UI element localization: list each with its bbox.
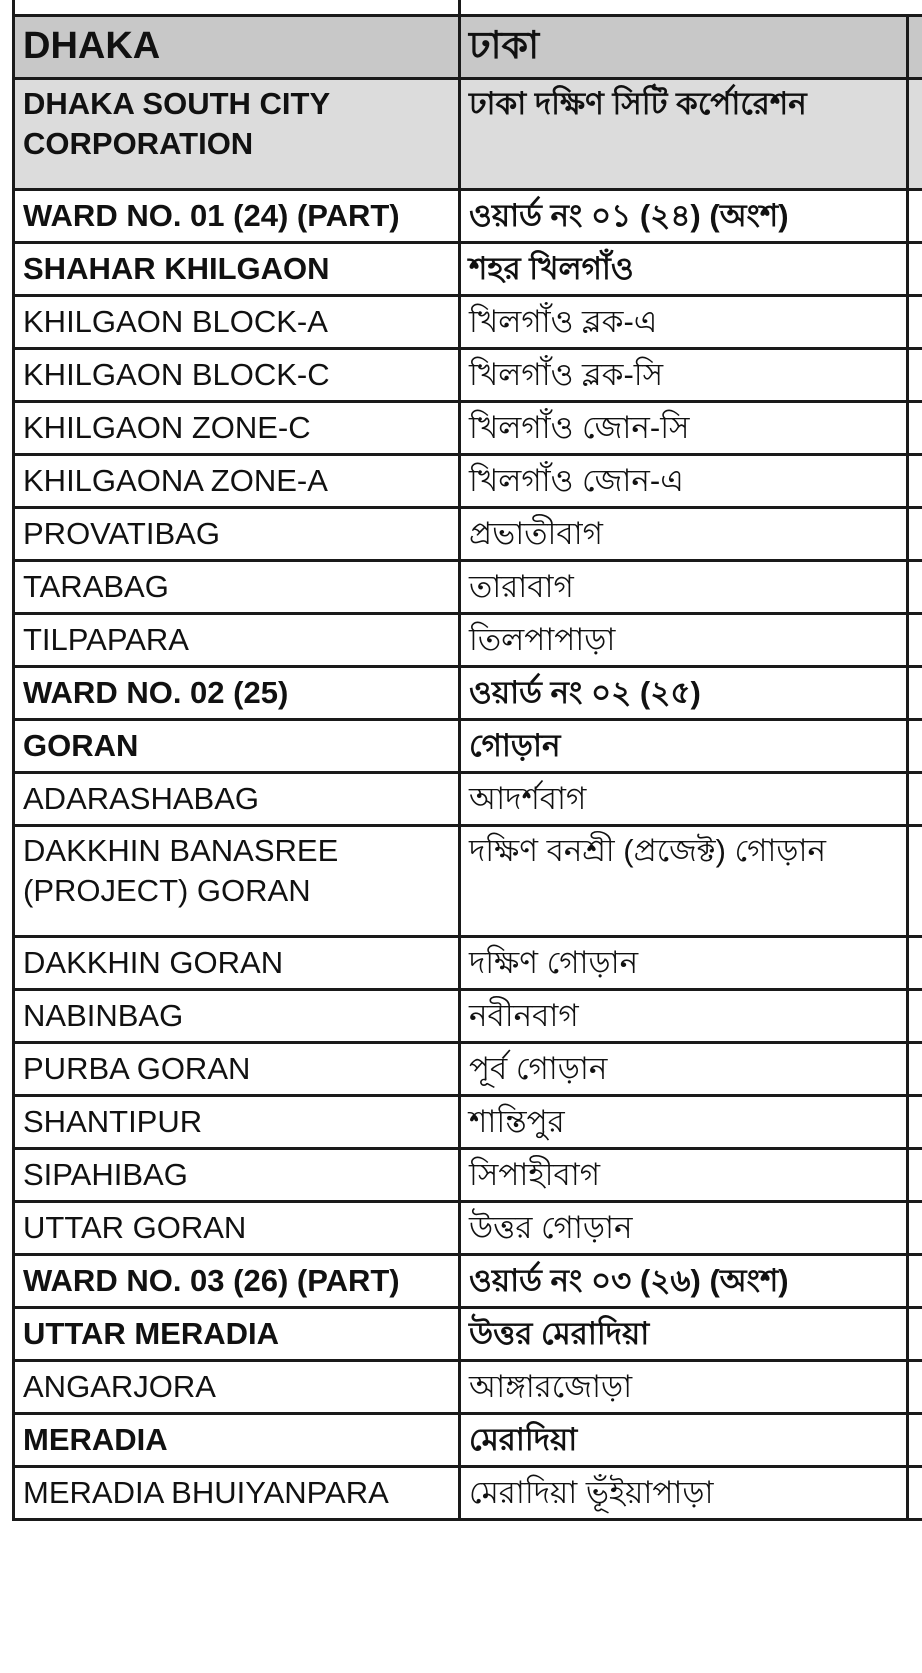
english-name-cell: ADARASHABAG xyxy=(14,773,460,826)
empty-cell xyxy=(908,990,922,1043)
bengali-name-cell: ওয়ার্ড নং ০২ (২৫) xyxy=(460,667,908,720)
table-row xyxy=(14,1361,922,1414)
english-name-cell: GORAN xyxy=(14,720,460,773)
empty-cell xyxy=(908,79,922,190)
table-row xyxy=(14,296,922,349)
table-row xyxy=(14,455,922,508)
english-name-cell: SHANTIPUR xyxy=(14,1096,460,1149)
english-name-cell: DHAKA SOUTH CITY CORPORATION xyxy=(14,79,460,190)
english-name-cell: TILPAPARA xyxy=(14,614,460,667)
table-row xyxy=(14,1149,922,1202)
table-row xyxy=(14,720,922,773)
english-name-cell: SHAHAR KHILGAON xyxy=(14,243,460,296)
table-row xyxy=(14,402,922,455)
english-name-cell: KHILGAON BLOCK-C xyxy=(14,349,460,402)
empty-cell xyxy=(908,1255,922,1308)
table-row xyxy=(14,990,922,1043)
bengali-name-cell: খিলগাঁও ব্লক-এ xyxy=(460,296,908,349)
empty-cell xyxy=(908,508,922,561)
bengali-name-cell: আদর্শবাগ xyxy=(460,773,908,826)
bengali-name-cell: ওয়ার্ড নং ০১ (২৪) (অংশ) xyxy=(460,190,908,243)
empty-cell xyxy=(908,614,922,667)
english-name-cell: WARD NO. 01 (24) (PART) xyxy=(14,190,460,243)
english-name-cell: UTTAR MERADIA xyxy=(14,1308,460,1361)
empty-cell xyxy=(908,1308,922,1361)
table-row xyxy=(14,1467,922,1520)
table-row xyxy=(14,937,922,990)
bengali-name-cell: গোড়ান xyxy=(460,720,908,773)
english-name-cell: PURBA GORAN xyxy=(14,1043,460,1096)
english-name-cell: KHILGAON BLOCK-A xyxy=(14,296,460,349)
bengali-name-cell: সিপাহীবাগ xyxy=(460,1149,908,1202)
english-name-cell: KHILGAON ZONE-C xyxy=(14,402,460,455)
bengali-name-cell: দক্ষিণ গোড়ান xyxy=(460,937,908,990)
bengali-name-cell: দক্ষিণ বনশ্রী (প্রজেক্ট) গোড়ান xyxy=(460,826,908,937)
english-name-cell: MERADIA xyxy=(14,1414,460,1467)
table-row xyxy=(14,614,922,667)
empty-cell xyxy=(908,349,922,402)
table-row xyxy=(14,508,922,561)
bengali-name-cell: তিলপাপাড়া xyxy=(460,614,908,667)
bengali-name-cell: উত্তর গোড়ান xyxy=(460,1202,908,1255)
table-row xyxy=(14,1414,922,1467)
empty-cell xyxy=(908,826,922,937)
table-row xyxy=(14,1255,922,1308)
table-row xyxy=(14,1096,922,1149)
empty-cell xyxy=(908,773,922,826)
table-row xyxy=(14,561,922,614)
bengali-name-cell: পূর্ব গোড়ান xyxy=(460,1043,908,1096)
empty-cell xyxy=(908,937,922,990)
empty-cell xyxy=(908,1414,922,1467)
english-name-cell: PROVATIBAG xyxy=(14,508,460,561)
table-row xyxy=(14,349,922,402)
table-row xyxy=(14,79,922,190)
empty-cell xyxy=(908,1467,922,1520)
english-name-cell: SIPAHIBAG xyxy=(14,1149,460,1202)
bengali-name-cell: খিলগাঁও জোন-এ xyxy=(460,455,908,508)
english-name-cell: TARABAG xyxy=(14,561,460,614)
table-row xyxy=(14,773,922,826)
bengali-name-cell: উত্তর মেরাদিয়া xyxy=(460,1308,908,1361)
english-name-cell: UTTAR GORAN xyxy=(14,1202,460,1255)
table-row xyxy=(14,1043,922,1096)
english-name-cell: KHILGAONA ZONE-A xyxy=(14,455,460,508)
english-name-cell: NABINBAG xyxy=(14,990,460,1043)
bengali-name-cell: আঙ্গারজোড়া xyxy=(460,1361,908,1414)
empty-cell xyxy=(908,1149,922,1202)
bengali-name-cell: তারাবাগ xyxy=(460,561,908,614)
english-name-cell: DHAKA xyxy=(14,16,460,79)
english-name-cell: DAKKHIN GORAN xyxy=(14,937,460,990)
table-row xyxy=(14,16,922,79)
bengali-name-cell: ওয়ার্ড নং ০৩ (২৬) (অংশ) xyxy=(460,1255,908,1308)
empty-cell xyxy=(908,1361,922,1414)
bengali-name-cell: প্রভাতীবাগ xyxy=(460,508,908,561)
empty-cell xyxy=(908,455,922,508)
bengali-name-cell: ঢাকা xyxy=(460,16,908,79)
empty-cell xyxy=(908,402,922,455)
table-row xyxy=(14,1202,922,1255)
table-row xyxy=(14,1308,922,1361)
empty-cell xyxy=(908,561,922,614)
bengali-name-cell: মেরাদিয়া ভূঁইয়াপাড়া xyxy=(460,1467,908,1520)
bengali-name-cell: শহর খিলগাঁও xyxy=(460,243,908,296)
english-name-cell: WARD NO. 03 (26) (PART) xyxy=(14,1255,460,1308)
empty-cell xyxy=(908,296,922,349)
empty-cell xyxy=(908,1202,922,1255)
table-row xyxy=(14,190,922,243)
bengali-name-cell: নবীনবাগ xyxy=(460,990,908,1043)
empty-cell xyxy=(908,667,922,720)
bengali-name-cell: খিলগাঁও জোন-সি xyxy=(460,402,908,455)
empty-cell xyxy=(908,1096,922,1149)
top-border-left xyxy=(12,0,15,14)
table-row xyxy=(14,826,922,937)
bengali-name-cell: মেরাদিয়া xyxy=(460,1414,908,1467)
empty-cell xyxy=(908,243,922,296)
empty-cell xyxy=(908,16,922,79)
table-row xyxy=(14,667,922,720)
place-name-table xyxy=(12,14,922,1521)
english-name-cell: MERADIA BHUIYANPARA xyxy=(14,1467,460,1520)
empty-cell xyxy=(908,190,922,243)
empty-cell xyxy=(908,1043,922,1096)
table-row xyxy=(14,243,922,296)
english-name-cell: WARD NO. 02 (25) xyxy=(14,667,460,720)
table-body xyxy=(14,16,922,1520)
top-border-middle xyxy=(458,0,461,14)
bengali-name-cell: ঢাকা দক্ষিণ সিটি কর্পোরেশন xyxy=(460,79,908,190)
bengali-name-cell: খিলগাঁও ব্লক-সি xyxy=(460,349,908,402)
english-name-cell: ANGARJORA xyxy=(14,1361,460,1414)
english-name-cell: DAKKHIN BANASREE (PROJECT) GORAN xyxy=(14,826,460,937)
bengali-name-cell: শান্তিপুর xyxy=(460,1096,908,1149)
empty-cell xyxy=(908,720,922,773)
